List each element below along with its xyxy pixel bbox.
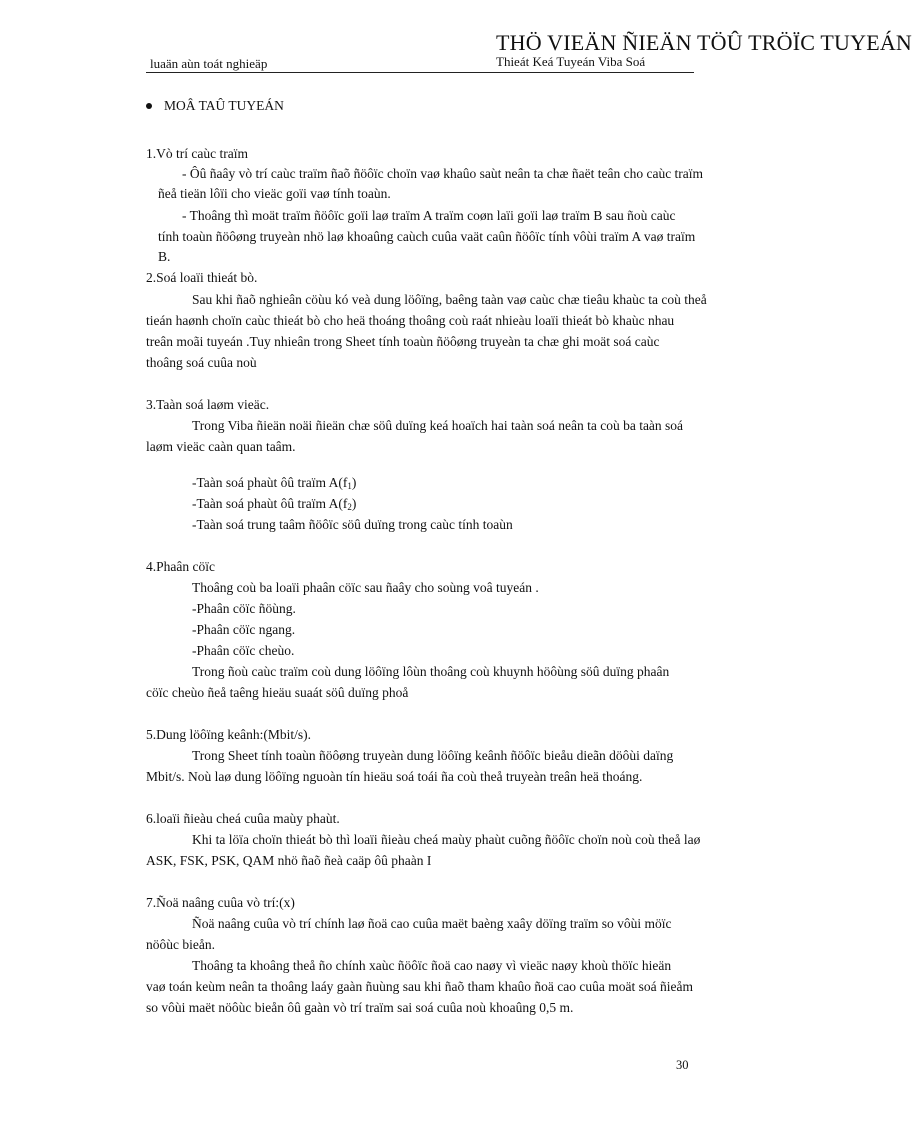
paragraph-line: treân moãi tuyeán .Tuy nhieân trong Sheet tính toaùn ñöôøng truyeàn ta chæ ghi moät soá caùc [146,334,660,349]
paragraph-line: Thoâng ta khoâng theå ño chính xaùc ñöôïc ñoä cao naøy vì vieäc naøy khoù thöïc hieän [192,958,672,973]
frequency-subscript: 2 [347,502,352,512]
paragraph-line: - Thoâng thì moät traïm ñöôïc goïi laø traïm A traïm coøn laïi goïi laø traïm B sau ñoù caùc [182,208,676,223]
list-item: -Phaân cöïc ngang. [192,622,296,637]
bullet-dot-icon [146,103,152,109]
paragraph-line: Trong Viba ñieän noäi ñieän chæ söû duïng keá hoaïch hai taàn soá neân ta coù ba taàn soá [192,418,684,433]
heading-3: 3.Taàn soá laøm vieäc. [146,397,270,412]
header-right-title: Thieát Keá Tuyeán Viba Soá [496,54,646,69]
list-item: -Phaân cöïc ñöùng. [192,601,296,616]
paragraph-line: vaø toán keùm neân ta thoâng laáy gaàn ñuùng sau khi ñaõ tham khaûo ñoä cao cuûa moät soá ñieåm [146,979,693,994]
paragraph-line: tieán haønh choïn caùc thieát bò cho heä thoáng thoâng coù raát nhieàu loaïi thieát bò khaùc nhau [146,313,675,328]
frequency-close: ) [351,496,357,511]
frequency-subscript: 1 [347,481,352,491]
paragraph-line: ñeå tieän lôïi cho vieäc goïi vaø tính toaùn. [158,186,391,201]
frequency-item: -Taàn soá trung taâm ñöôïc söû duïng trong caùc tính toaùn [192,517,513,532]
heading-4: 4.Phaân cöïc [146,559,215,574]
heading-1: 1.Vò trí caùc traïm [146,146,248,161]
paragraph-line: - Ôû ñaây vò trí caùc traïm ñaõ ñöôïc choïn vaø khaûo saùt neân ta chæ ñaët teân cho caùc traïm [182,166,704,181]
paragraph-line: so vôùi maët nöôùc bieån ôû gaàn vò trí traïm sai soá cuûa noù khoaûng 0,5 m. [146,1000,574,1015]
section-title [146,98,284,114]
frequency-item [192,475,356,491]
heading-6: 6.loaïi ñieàu cheá cuûa maùy phaùt. [146,811,340,826]
frequency-label: -Taàn soá phaùt ôû traïm A(f [192,496,348,511]
frequency-close: ) [351,475,357,490]
paragraph-line: Trong ñoù caùc traïm coù dung löôïng lôùn thoâng coù khuynh höôùng söû duïng phaân [192,664,670,679]
heading-2: 2.Soá loaïi thieát bò. [146,270,258,285]
frequency-label: -Taàn soá phaùt ôû traïm A(f [192,475,348,490]
list-item: -Phaân cöïc cheùo. [192,643,295,658]
paragraph-line: Thoâng coù ba loaïi phaân cöïc sau ñaây cho soùng voâ tuyeán . [192,580,539,595]
heading-7: 7.Ñoä naâng cuûa vò trí:(x) [146,895,295,910]
paragraph-line: B. [158,249,171,264]
paragraph-line: cöïc cheùo ñeå taêng hieäu suaát söû duïng phoå [146,685,409,700]
header-left-title: luaän aùn toát nghieäp [150,56,268,71]
heading-5: 5.Dung löôïng keânh:(Mbit/s). [146,727,311,742]
paragraph-line: ASK, FSK, PSK, QAM nhö ñaõ ñeà caäp ôû phaàn I [146,853,432,868]
header-divider [146,72,694,73]
paragraph-line: Sau khi ñaõ nghieân cöùu kó veà dung löôïng, baêng taàn vaø caùc chæ tieâu khaùc ta coù theå [192,292,707,307]
site-watermark: THÖ VIEÄN ÑIEÄN TÖÛ TRÖÏC TUYEÁN [496,30,912,55]
paragraph-line: nöôùc bieån. [146,937,215,952]
paragraph-line: laøm vieäc caàn quan taâm. [146,439,296,454]
paragraph-line: Ñoä naâng cuûa vò trí chính laø ñoä cao cuûa maët baèng xaây döïng traïm so vôùi möïc [192,916,672,931]
frequency-item [192,496,356,512]
paragraph-line: Mbit/s. Noù laø dung löôïng nguoàn tín hieäu soá toái ña coù theå truyeàn treân heä thoáng. [146,769,643,784]
page-number: 30 [676,1058,689,1072]
paragraph-line: Khi ta löïa choïn thieát bò thì loaïi ñieàu cheá maùy phaùt cuõng ñöôïc choïn noù coù theå laø [192,832,701,847]
section-title-text: MOÂ TAÛ TUYEÁN [164,98,284,113]
paragraph-line: Trong Sheet tính toaùn ñöôøng truyeàn dung löôïng keânh ñöôïc bieåu dieãn döôùi daïng [192,748,674,763]
paragraph-line: tính toaùn ñöôøng truyeàn nhö laø khoaûng caùch cuûa vaät caûn ñöôïc tính vôùi traïm A vaø traïm [158,229,696,244]
paragraph-line: thoâng soá cuûa noù [146,355,257,370]
